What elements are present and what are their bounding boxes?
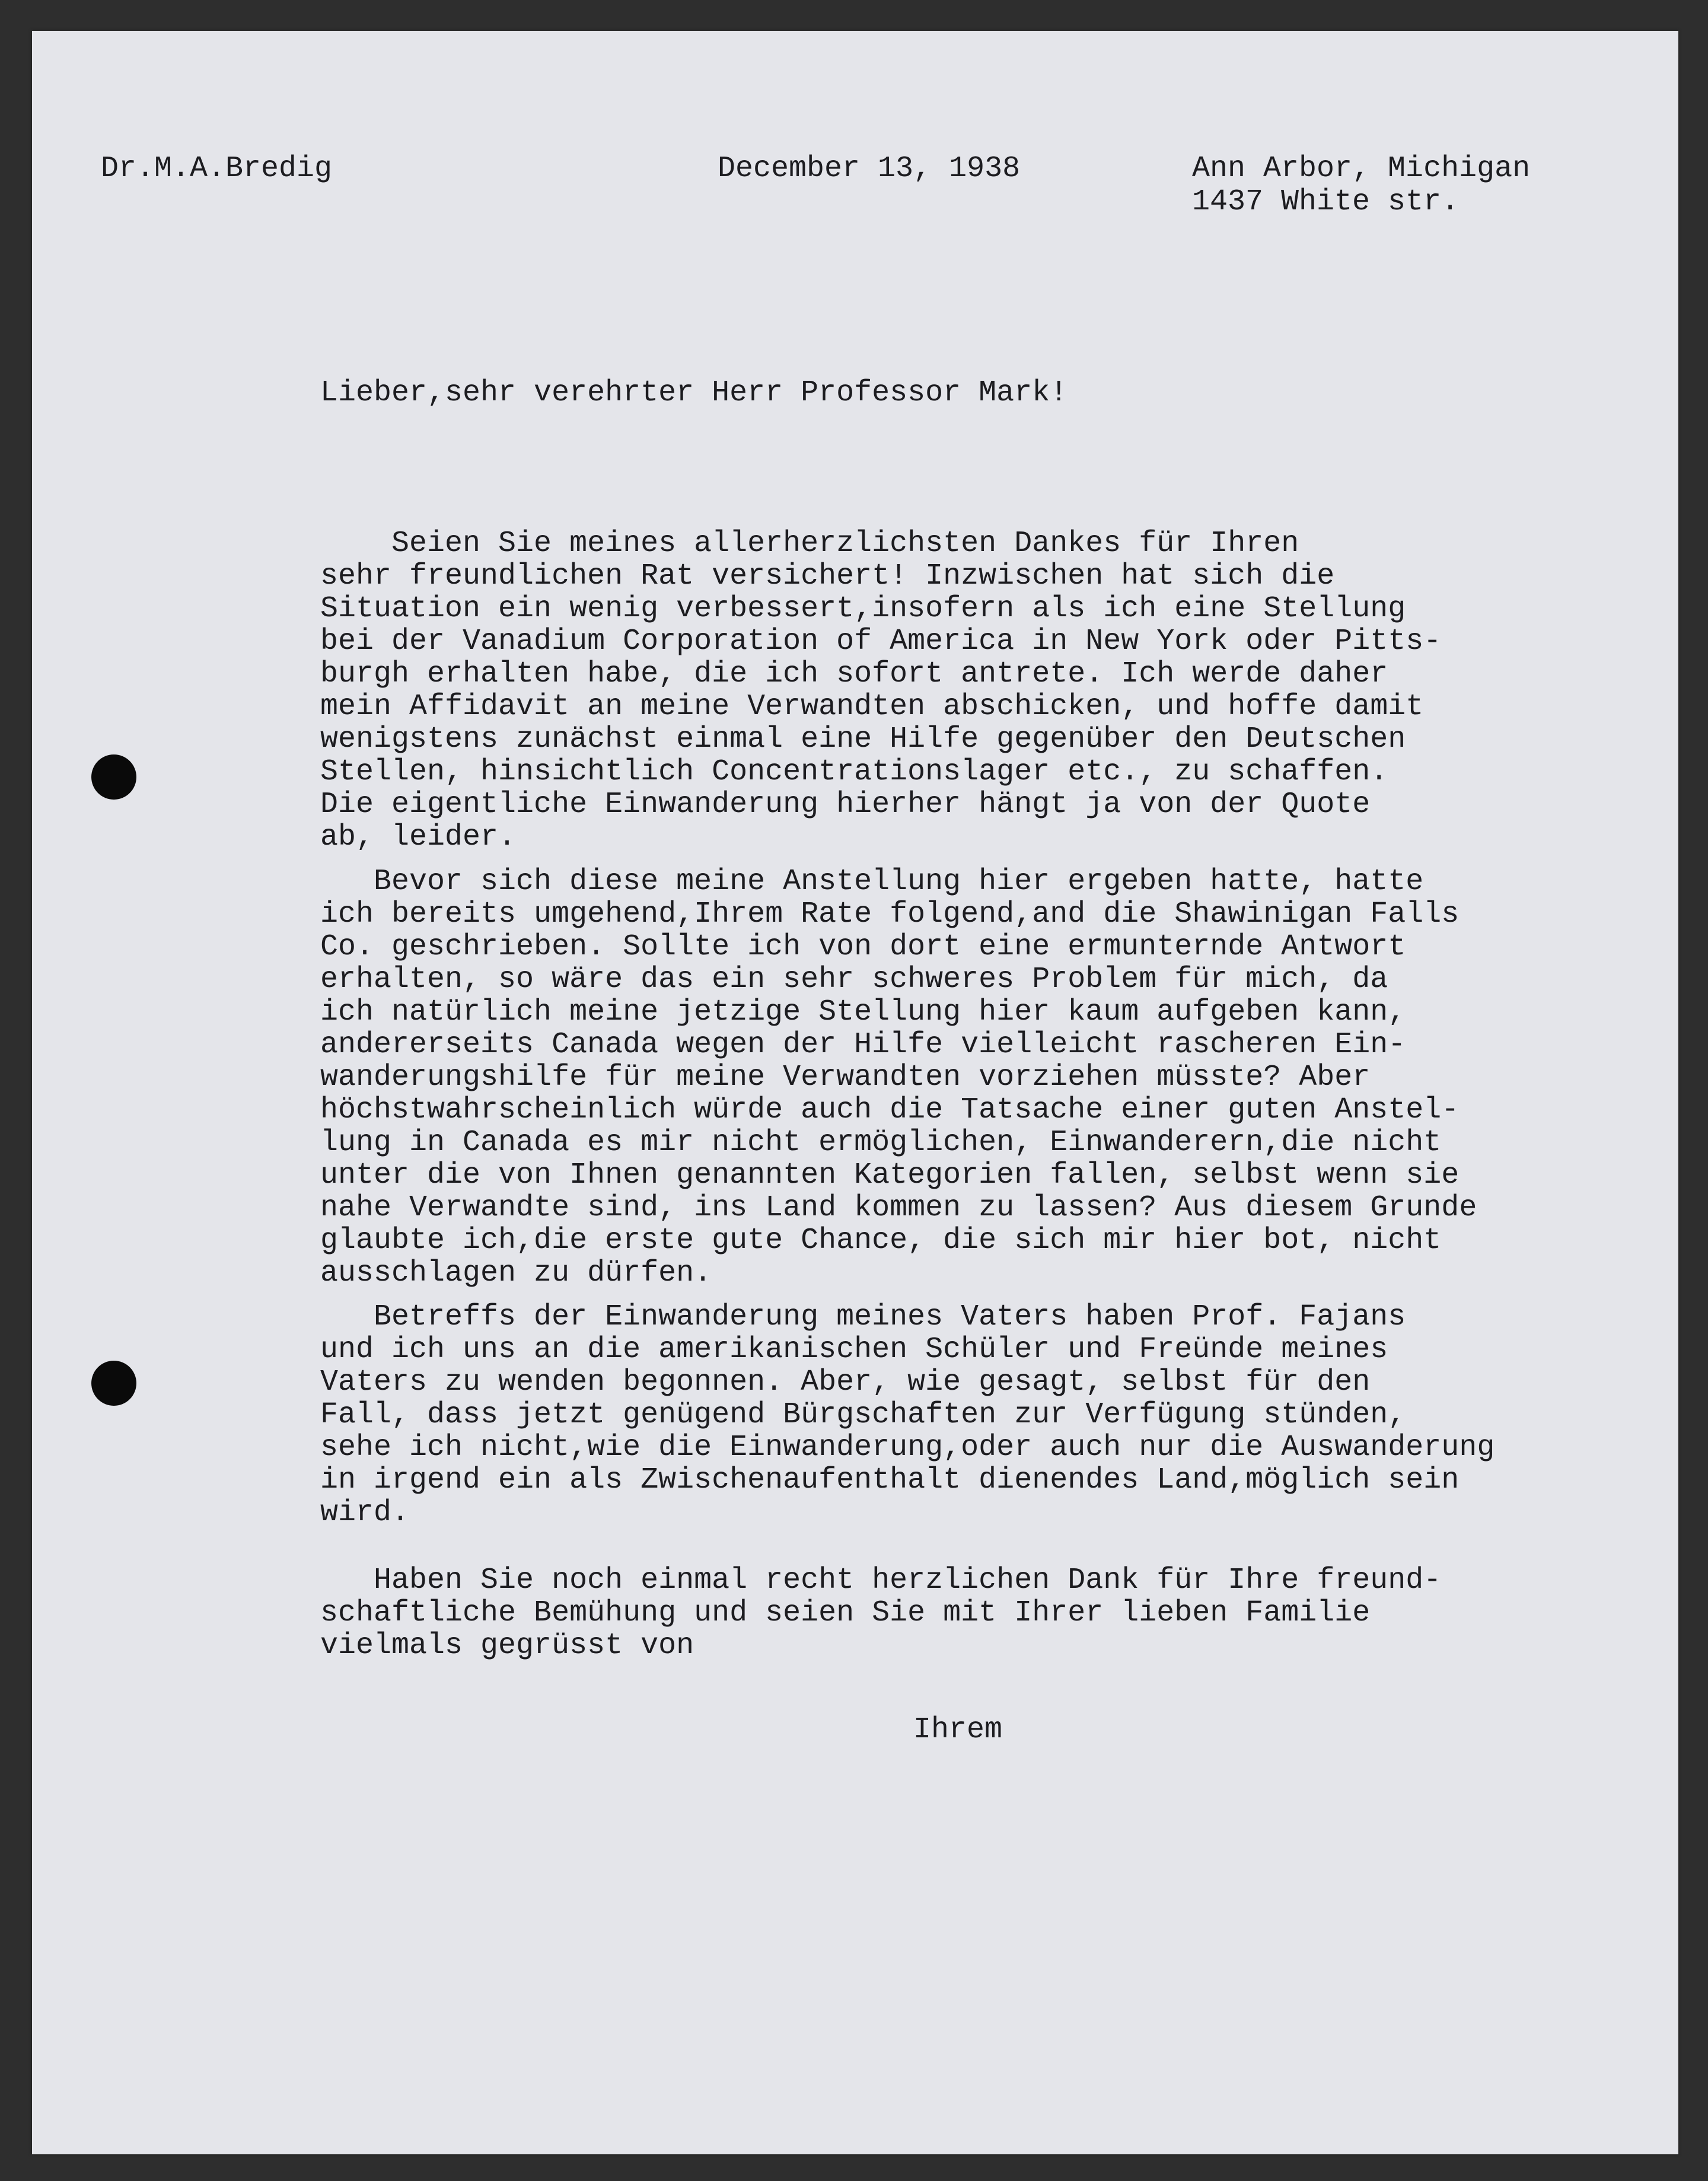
paragraph-line: unter die von Ihnen genannten Kategorien fallen, selbst wenn sie: [320, 1158, 1460, 1192]
paragraph-line: Situation ein wenig verbessert,insofern als ich eine Stellung: [320, 592, 1406, 626]
closing: Ihrem: [913, 1713, 1003, 1747]
paragraph-line: mein Affidavit an meine Verwandten abschicken, und hoffe damit: [320, 690, 1424, 724]
paragraph-line: ab, leider.: [320, 820, 517, 854]
paragraph-line: glaubte ich,die erste gute Chance, die sich mir hier bot, nicht: [320, 1224, 1442, 1257]
paragraph-line: ich bereits umgehend,Ihrem Rate folgend,and die Shawinigan Falls: [320, 897, 1460, 931]
paragraph-1: [320, 527, 1625, 871]
paragraph-line: Bevor sich diese meine Anstellung hier ergeben hatte, hatte: [320, 865, 1424, 899]
paragraph-line: vielmals gegrüsst von: [320, 1629, 694, 1663]
paragraph-line: sehr freundlichen Rat versichert! Inzwischen hat sich die: [320, 559, 1335, 593]
paragraph-line: sehe ich nicht,wie die Einwanderung,oder auch nur die Auswanderung: [320, 1431, 1495, 1464]
paragraph-line: burgh erhalten habe, die ich sofort antrete. Ich werde daher: [320, 657, 1388, 691]
paragraph-line: wird.: [320, 1496, 410, 1530]
paragraph-line: wenigstens zunächst einmal eine Hilfe gegenüber den Deutschen: [320, 722, 1406, 756]
paragraph-line: Stellen, hinsichtlich Concentrationslager etc., zu schaffen.: [320, 755, 1388, 789]
paragraph-line: Co. geschrieben. Sollte ich von dort eine ermunternde Antwort: [320, 930, 1406, 964]
paragraph-line: in irgend ein als Zwischenaufenthalt dienendes Land,möglich sein: [320, 1463, 1460, 1497]
letter-date: December 13, 1938: [718, 152, 1021, 186]
paragraph-line: Vaters zu wenden begonnen. Aber, wie gesagt, selbst für den: [320, 1365, 1371, 1399]
paragraph-line: ich natürlich meine jetzige Stellung hier kaum aufgeben kann,: [320, 995, 1406, 1029]
paragraph-4: [320, 1564, 1625, 1670]
paragraph-line: lung in Canada es mir nicht ermöglichen, Einwanderern,die nicht: [320, 1126, 1442, 1160]
letter-page: [32, 31, 1678, 2154]
paragraph-line: wanderungshilfe für meine Verwandten vorziehen müsste? Aber: [320, 1061, 1371, 1094]
paragraph-line: ausschlagen zu dürfen.: [320, 1256, 712, 1290]
address-city: Ann Arbor, Michigan: [1192, 152, 1531, 186]
punch-hole-upper: [91, 754, 136, 800]
salutation: Lieber,sehr verehrter Herr Professor Mark!: [320, 376, 1068, 410]
paragraph-line: Seien Sie meines allerherzlichsten Dankes für Ihren: [320, 527, 1299, 561]
paragraph-line: nahe Verwandte sind, ins Land kommen zu lassen? Aus diesem Grunde: [320, 1191, 1477, 1225]
sender-name: Dr.M.A.Bredig: [101, 152, 333, 186]
paragraph-line: Betreffs der Einwanderung meines Vaters haben Prof. Fajans: [320, 1300, 1406, 1334]
paragraph-line: und ich uns an die amerikanischen Schüler und Freünde meines: [320, 1333, 1388, 1367]
paragraph-line: andererseits Canada wegen der Hilfe vielleicht rascheren Ein-: [320, 1028, 1406, 1062]
paragraph-2: [320, 865, 1625, 1298]
paragraph-line: erhalten, so wäre das ein sehr schweres Problem für mich, da: [320, 963, 1388, 996]
paragraph-line: Die eigentliche Einwanderung hierher hängt ja von der Quote: [320, 788, 1371, 822]
paragraph-line: höchstwahrscheinlich würde auch die Tatsache einer guten Anstel-: [320, 1093, 1460, 1127]
paragraph-line: bei der Vanadium Corporation of America in New York oder Pitts-: [320, 625, 1442, 658]
paragraph-3: [320, 1300, 1661, 1537]
paragraph-line: Fall, dass jetzt genügend Bürgschaften zur Verfügung stünden,: [320, 1398, 1406, 1432]
address-street: 1437 White str.: [1192, 185, 1460, 219]
paragraph-line: schaftliche Bemühung und seien Sie mit Ihrer lieben Familie: [320, 1596, 1371, 1630]
paragraph-line: Haben Sie noch einmal recht herzlichen Dank für Ihre freund-: [320, 1564, 1442, 1597]
punch-hole-lower: [91, 1361, 136, 1406]
